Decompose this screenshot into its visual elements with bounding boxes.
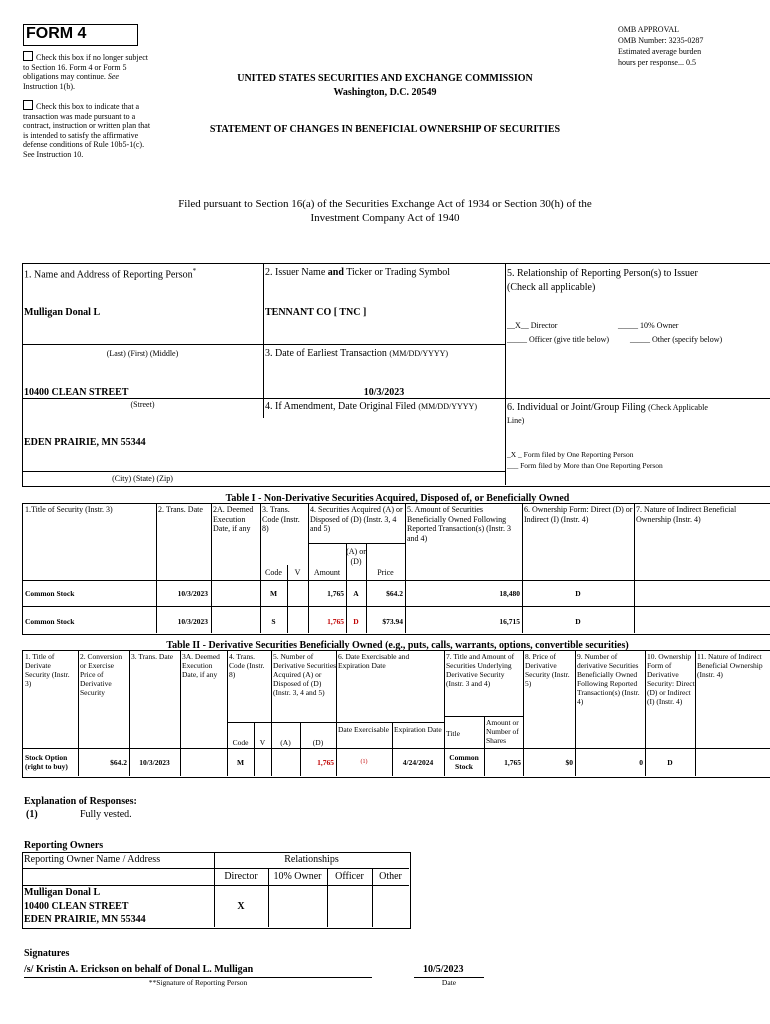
box5-label: 5. Relationship of Reporting Person(s) to Issuer (Check all applicable) [507,268,698,293]
filed-by-one-option[interactable]: _X _ Form filed by One Reporting Person [507,450,634,459]
t2-h2: 2. Conversion or Exercise Price of Derivative Security [80,652,123,697]
city-caption: (City) (State) (Zip) [112,474,173,483]
rule10b51-checkbox-block [23,100,151,159]
section16-text: Check this box if no longer subject to Section 16. Form 4 or Form 5 obligations may continue. [23,53,148,81]
owners-col-rel: Relationships [284,854,339,865]
t1-h7: 7. Nature of Indirect Beneficial Ownership (Instr. 4) [636,505,737,524]
signature-date: 10/5/2023 [423,964,464,975]
statement-title: STATEMENT OF CHANGES IN BENEFICIAL OWNERSHIP OF SECURITIES [209,124,561,135]
t2-row-shares: 1,765 [504,758,521,767]
section16-checkbox-block [23,51,151,91]
table1-title: Table I - Non-Derivative Securities Acquired, Disposed of, or Beneficially Owned [225,493,570,504]
rule10b51-checkbox[interactable] [23,100,33,110]
filed-by-more-option[interactable]: ___ Form filed by More than One Reporting Person [507,461,663,470]
section16-see: See [107,72,119,81]
t2-sub-v: V [259,738,266,747]
t2-row-d: 1,765 [317,758,334,767]
t2-sub-d: (D) [312,738,324,747]
t1-row1-code: M [269,589,278,598]
t1-sub-code: Code [265,568,282,577]
t1-sub-aord: (A) or (D) [346,547,366,566]
street-caption: (Street) [130,400,155,409]
t1-row2-amount: 1,765 [327,617,344,626]
box2-label: 2. Issuer Name and Ticker or Trading Symbol [265,267,451,278]
box6-label: 6. Individual or Joint/Group Filing (Check Applicable Line) [507,402,708,425]
t2-row-exp: 4/24/2024 [402,758,434,767]
t1-h3: 3. Trans. Code (Instr. 8) [262,505,300,533]
t2-h3: 3. Trans. Date [131,652,174,661]
t1-row1-date: 10/3/2023 [177,589,208,598]
t2-h5: 5. Number of Derivative Securities Acquired (A) or Disposed of (D) (Instr. 3, 4 and 5) [273,652,337,697]
t2-sub-amt: Amount or Number of Shares [486,718,519,745]
t1-h5: 5. Amount of Securities Beneficially Owned Following Reported Transaction(s) (Instr. 3 and 4) [407,505,511,543]
t1-sub-amount: Amount [313,568,341,577]
form-title: FORM 4 [26,25,87,42]
section16-instr: Instruction 1(b). [23,81,75,91]
owner-street: 10400 CLEAN STREET [24,900,129,912]
agency-location: Washington, D.C. 20549 [333,87,437,98]
t1-row2-price: $73.94 [382,617,403,626]
t1-sub-v: V [294,568,301,577]
t2-sub-a: (A) [280,738,291,747]
t1-h4: 4. Securities Acquired (A) or Disposed of (D) (Instr. 3, 4 and 5) [310,505,403,533]
t2-h9: 9. Number of derivative Securities Beneficially Owned Following Reported Transaction(s) (Instr. 4) [577,652,640,706]
filed-pursuant-line2: Investment Company Act of 1940 [310,212,460,224]
t2-sub-exer: Date Exercisable [338,725,390,734]
t2-h10: 10. Ownership Form of Derivative Security: Direct (D) or Indirect (I) (Instr. 4) [647,652,695,706]
t1-row1-amount: 1,765 [327,589,344,598]
t1-row2-owned: 16,715 [499,617,520,626]
section16-checkbox[interactable] [23,51,33,61]
t2-h8: 8. Price of Derivative Security (Instr. 5) [525,652,570,688]
owner-name: Mulligan Donal L [24,887,101,898]
owner-director-mark: X [237,901,245,912]
t1-h1: 1.Title of Security (Instr. 3) [25,505,113,514]
t2-row-exer: (1) [360,759,368,765]
omb-line4: hours per response... 0.5 [618,58,696,67]
rule10b51-text: Check this box to indicate that a transaction was made pursuant to a contract, instruction or written plan that is intended to satisfy the affirmative defense conditions of Rule 10b5-1(c). See Instruction 10. [23,102,151,159]
name-caption: (Last) (First) (Middle) [106,349,179,358]
explanation-num: (1) [26,809,38,820]
omb-approval [618,24,758,68]
ten-percent-owner-option[interactable]: _____ 10% Owner [618,321,679,330]
owner-name-address [24,886,146,927]
t1-h2a: 2A. Deemed Execution Date, if any [213,505,254,533]
owner-city: EDEN PRAIRIE, MN 55344 [24,914,146,925]
t1-sub-price: Price [377,568,394,577]
officer-option[interactable]: _____ Officer (give title below) [507,335,610,344]
filed-pursuant-line1: Filed pursuant to Section 16(a) of the Securities Exchange Act of 1934 or Section 30(h) of the [178,198,592,210]
t1-h6: 6. Ownership Form: Direct (D) or Indirect (I) (Instr. 4) [524,505,633,524]
reporting-boxes-frame [22,263,770,487]
t1-row2-ad: D [353,617,359,626]
t2-sub-code: Code [232,738,249,747]
t1-row2-security: Common Stock [25,617,75,626]
explanation-text: Fully vested. [80,809,132,820]
earliest-transaction-date: 10/3/2023 [363,387,405,398]
owners-col-10pct: 10% Owner [273,871,322,882]
t2-row-form: D [667,758,673,767]
t2-row-security: Stock Option (right to buy) [25,753,68,771]
box3-label: 3. Date of Earliest Transaction (MM/DD/YYYY) [265,348,449,359]
t2-row-dprice: $0 [565,758,573,767]
t2-h1: 1. Title of Derivate Security (Instr. 3) [25,652,70,688]
form-title-box [23,24,138,46]
issuer-name: TENNANT CO [ TNC ] [265,307,367,318]
date-caption: Date [441,978,457,987]
t1-h2: 2. Trans. Date [158,505,203,514]
omb-line3: Estimated average burden [618,47,702,56]
t1-row2-date: 10/3/2023 [177,617,208,626]
t2-h6: 6. Date Exercisable and Expiration Date [338,652,410,670]
t2-row-owned: 0 [639,758,643,767]
box4-label: 4. If Amendment, Date Original Filed (MM/DD/YYYY) [265,401,477,412]
t1-row1-price: $64.2 [386,589,403,598]
box1-label: 1. Name and Address of Reporting Person* [24,267,197,281]
t1-row1-owned: 18,480 [499,589,520,598]
t2-h7: 7. Title and Amount of Securities Underlying Derivative Security (Instr. 3 and 4) [446,652,515,688]
agency-name: UNITED STATES SECURITIES AND EXCHANGE COMMISSION [237,73,533,84]
explanation-title: Explanation of Responses: [24,796,137,807]
t1-row1-security: Common Stock [25,589,75,598]
signature-caption: **Signature of Reporting Person [148,978,248,987]
omb-line2: OMB Number: 3235-0287 [618,36,704,45]
t1-row1-form: D [575,589,581,598]
t2-row-title: Common Stock [449,753,479,771]
t2-row-date: 10/3/2023 [139,758,170,767]
t1-row1-ad: A [353,589,359,598]
reporting-person-name: Mulligan Donal L [24,307,101,318]
table2-title: Table II - Derivative Securities Beneficially Owned (e.g., puts, calls, warrants, options, convertible securities) [166,640,629,651]
t1-row2-code: S [271,617,276,626]
t2-row-code: M [236,758,245,767]
signature-text: /s/ Kristin A. Erickson on behalf of Donal L. Mulligan [24,964,254,975]
owners-col-officer: Officer [335,871,364,882]
t2-row-price: $64.2 [110,758,127,767]
owners-col-director: Director [224,871,258,882]
t2-sub-exp: Expiration Date [394,725,442,734]
t1-row2-form: D [575,617,581,626]
reporting-owners-title: Reporting Owners [24,840,104,851]
reporting-person-street: 10400 CLEAN STREET [24,387,129,398]
reporting-person-city: EDEN PRAIRIE, MN 55344 [24,437,146,448]
owners-col-other: Other [379,871,402,882]
omb-line1: OMB APPROVAL [618,25,679,34]
other-option[interactable]: _____ Other (specify below) [630,335,723,344]
t2-h3a: 3A. Deemed Execution Date, if any [182,652,220,679]
t2-h11: 11. Nature of Indirect Beneficial Ownership (Instr. 4) [697,652,763,679]
owners-col-name: Reporting Owner Name / Address [24,854,161,865]
t2-h4: 4. Trans. Code (Instr. 8) [229,652,265,679]
signatures-title: Signatures [24,948,70,959]
director-option[interactable]: __X__ Director [507,321,558,330]
t2-sub-title: Title [446,729,460,738]
